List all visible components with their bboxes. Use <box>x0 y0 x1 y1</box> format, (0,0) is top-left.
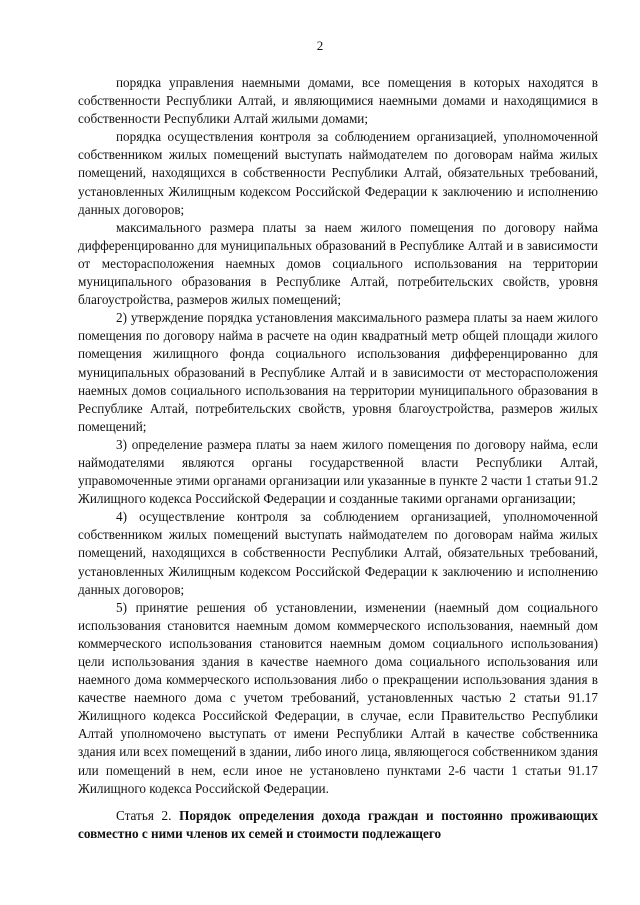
article-title: Порядок определения дохода граждан и постоянно проживающих совместно с ними членов их семей и стоимости подлежащего <box>78 807 598 841</box>
page-number: 2 <box>316 38 324 53</box>
paragraph-control-order: порядка осуществления контроля за соблюдением организацией, уполномоченной собственником жилых помещений выступать наймодателем по договорам найма жилых помещений, находящихся в собственности Республики Алтай, обязательных требований, установленных Жилищным кодексом Российской Федерации к заключению и исполнению данных договоров; <box>78 129 598 217</box>
article-label: Статья 2. <box>116 807 172 823</box>
document-body <box>78 74 598 843</box>
paragraph-item-2: 2) утверждение порядка установления максимального размера платы за наем жилого помещения по договору найма в расчете на один квадратный метр общей площади жилого помещения жилищного фонда социального использования дифференцированно для муниципальных образований в Республике Алтай и в зависимости от месторасположения наемных домов социального использования на территории муниципального образования в Республике Алтай, потребительских свойств, уровня благоустройства, размеров жилых помещений; <box>78 310 598 434</box>
paragraph-spacer <box>78 798 598 807</box>
paragraph-item-3: 3) определение размера платы за наем жилого помещения по договору найма, если наймодателями являются органы государственной власти Республики Алтай, управомоченные этими органами организации или указанные в пункте 2 части 1 статьи 91.2 Жилищного кодекса Российской Федерации и созданные такими органами организации; <box>78 436 598 507</box>
paragraph-max-rent: максимального размера платы за наем жилого помещения по договору найма дифференцированно для муниципальных образований в Республике Алтай и в зависимости от месторасположения наемных домов социального использования на территории муниципального образования в Республике Алтай, потребительских свойств, уровня благоустройства, размеров жилых помещений; <box>78 219 598 308</box>
paragraph-management-order: порядка управления наемными домами, все помещения в которых находятся в собственности Республики Алтай, и являющимися наемными домами и находящимися в собственности Республики Алтай жилыми домами; <box>78 75 598 127</box>
article-heading <box>78 807 598 843</box>
paragraph-item-4: 4) осуществление контроля за соблюдением организацией, уполномоченной собственником жилых помещений выступать наймодателем по договорам найма жилых помещений, находящихся в собственности Республики Алтай, обязательных требований, установленных Жилищным кодексом Российской Федерации к заключению и исполнению данных договоров; <box>78 509 598 597</box>
paragraph-item-5: 5) принятие решения об установлении, изменении (наемный дом социального использования становится наемным домом коммерческого использования, наемный дом коммерческого использования становится наемным домом социального использования) цели использования здания в качестве наемного дома социального использования или наемного дома коммерческого использования либо о прекращении использования здания в качестве наемного дома с учетом требований, установленных частью 2 статьи 91.17 Жилищного кодекса Российской Федерации, в случае, если Правительство Республики Алтай уполномочено выступать от имени Республики Алтай в качестве собственника здания или всех помещений в здании, либо иного лица, являющегося собственником здания или помещений в нем, если иное не установлено пунктами 2-6 части 1 статьи 91.17 Жилищного кодекса Российской Федерации. <box>78 599 598 796</box>
